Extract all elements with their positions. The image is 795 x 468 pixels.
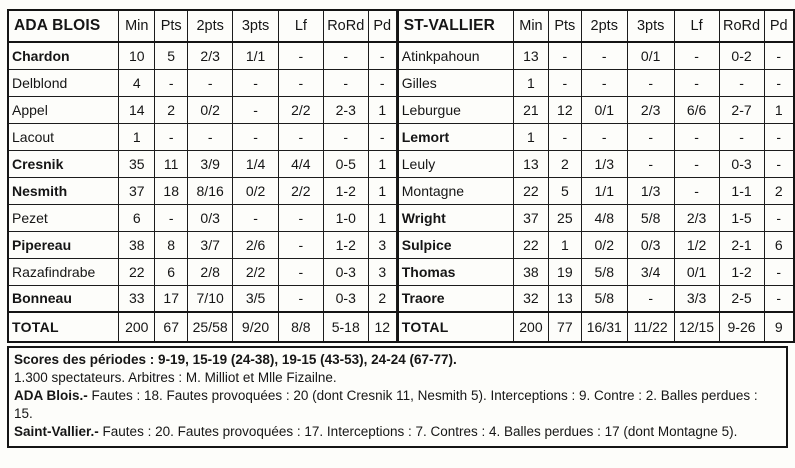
col-header-min: Min	[119, 10, 155, 42]
col-header-lf: Lf	[674, 10, 719, 42]
stat-2pts: 0/3	[188, 204, 233, 231]
stat-3pts: -	[233, 204, 279, 231]
stat-2pts: 0/2	[581, 231, 627, 258]
stat-pts: 2	[548, 150, 581, 177]
stat-2pts: 5/8	[581, 258, 627, 285]
stat-pd: 6	[764, 231, 794, 258]
stat-rord: 1-5	[719, 204, 764, 231]
table-row	[398, 42, 794, 69]
stat-2pts: 0/1	[581, 96, 627, 123]
stat-lf: -	[278, 123, 323, 150]
stat-pts: -	[548, 69, 581, 96]
player-name: Pipereau	[8, 231, 119, 258]
stat-lf: 1/2	[674, 231, 719, 258]
stat-3pts: -	[233, 123, 279, 150]
footer-line	[14, 387, 778, 423]
stat-pd: 1	[764, 96, 794, 123]
stat-lf: 4/4	[278, 150, 323, 177]
table-row	[8, 231, 396, 258]
stat-lf: -	[278, 42, 323, 69]
stat-pts: 8	[155, 231, 188, 258]
stat-min: 6	[119, 204, 155, 231]
stat-min: 14	[119, 96, 155, 123]
stat-pd: 1	[368, 204, 396, 231]
stat-pd: -	[764, 69, 794, 96]
player-name: Nesmith	[8, 177, 119, 204]
stat-3pts: 1/3	[627, 177, 674, 204]
footer-line-prefix: Scores des périodes : 9-19, 15-19 (24-38), 19-15 (43-53), 24-24 (67-77).	[14, 352, 457, 367]
stat-pd: -	[368, 42, 396, 69]
stat-rord: -	[323, 123, 368, 150]
table-row	[8, 123, 396, 150]
player-name: Pezet	[8, 204, 119, 231]
stat-3pts: 0/1	[627, 42, 674, 69]
stat-pts: 11	[155, 150, 188, 177]
ada-blois-table	[7, 9, 397, 343]
player-name: Lacout	[8, 123, 119, 150]
stat-pd: -	[764, 150, 794, 177]
stat-min: 21	[513, 96, 548, 123]
footer-line-prefix: ADA Blois.-	[14, 388, 88, 403]
player-name: Wright	[398, 204, 514, 231]
team-name-st-vallier: ST-VALLIER	[398, 10, 514, 42]
st-vallier-table	[397, 9, 795, 343]
stat-2pts: 3/9	[188, 150, 233, 177]
stat-pd: -	[368, 123, 396, 150]
table-header-row	[398, 10, 794, 42]
player-name: Razafindrabe	[8, 258, 119, 285]
stat-pd: -	[764, 204, 794, 231]
stat-rord: 0-3	[323, 285, 368, 312]
stat-pts: -	[548, 42, 581, 69]
player-name: Lemort	[398, 123, 514, 150]
stat-rord: -	[719, 123, 764, 150]
stat-pts: -	[155, 69, 188, 96]
table-row	[8, 204, 396, 231]
footer-line-text: Fautes : 20. Fautes provoquées : 17. Interceptions : 7. Contres : 4. Balles perdues : 17 (dont Montagne 5).	[98, 424, 738, 439]
stat-3pts: -	[233, 96, 279, 123]
stat-lf: -	[278, 285, 323, 312]
stat-rord: -	[323, 69, 368, 96]
table-row	[8, 312, 396, 342]
stat-2pts: 16/31	[581, 312, 627, 342]
stat-rord: 1-2	[323, 231, 368, 258]
table-row	[398, 69, 794, 96]
footer-line	[14, 369, 778, 387]
table-row	[398, 231, 794, 258]
stat-pts: 13	[548, 285, 581, 312]
stat-2pts: 5/8	[581, 285, 627, 312]
stat-lf: -	[674, 42, 719, 69]
stat-min: 200	[513, 312, 548, 342]
table-header-row	[8, 10, 396, 42]
stat-3pts: 3/4	[627, 258, 674, 285]
table-row	[398, 204, 794, 231]
table-row	[8, 177, 396, 204]
player-name: Leburgue	[398, 96, 514, 123]
footer-line	[14, 351, 778, 369]
stat-min: 13	[513, 42, 548, 69]
stat-min: 38	[513, 258, 548, 285]
stat-pts: 25	[548, 204, 581, 231]
col-header-rord: RoRd	[719, 10, 764, 42]
stat-pd: -	[368, 69, 396, 96]
stat-3pts: 1/1	[233, 42, 279, 69]
stat-min: 10	[119, 42, 155, 69]
stat-pts: 12	[548, 96, 581, 123]
stat-lf: -	[278, 231, 323, 258]
stat-min: 13	[513, 150, 548, 177]
stat-lf: 8/8	[278, 312, 323, 342]
player-name: Chardon	[8, 42, 119, 69]
stat-min: 32	[513, 285, 548, 312]
stat-rord: 9-26	[719, 312, 764, 342]
col-header-3pts: 3pts	[233, 10, 279, 42]
stat-3pts: 5/8	[627, 204, 674, 231]
box-score-tables	[7, 9, 795, 343]
footer-line-text: Fautes : 18. Fautes provoquées : 20 (dont Cresnik 11, Nesmith 5). Interceptions : 9. Contre : 2. Balles perdues : 15.	[14, 388, 758, 421]
stat-pts: -	[155, 204, 188, 231]
stat-3pts: 2/6	[233, 231, 279, 258]
stat-3pts: -	[627, 285, 674, 312]
col-header-lf: Lf	[278, 10, 323, 42]
col-header-pts: Pts	[155, 10, 188, 42]
table-row	[398, 123, 794, 150]
stat-3pts: 9/20	[233, 312, 279, 342]
stat-lf: -	[674, 123, 719, 150]
stat-lf: -	[278, 204, 323, 231]
stat-rord: 1-0	[323, 204, 368, 231]
stat-2pts: 2/3	[188, 42, 233, 69]
table-row	[398, 312, 794, 342]
stat-pts: 5	[155, 42, 188, 69]
stat-lf: 0/1	[674, 258, 719, 285]
stat-rord: 2-3	[323, 96, 368, 123]
stat-pd: 3	[368, 258, 396, 285]
stat-min: 200	[119, 312, 155, 342]
col-header-pd: Pd	[368, 10, 396, 42]
stat-3pts: 0/3	[627, 231, 674, 258]
stat-pts: 18	[155, 177, 188, 204]
stat-2pts: 2/8	[188, 258, 233, 285]
stat-lf: -	[674, 69, 719, 96]
stat-pd: -	[764, 285, 794, 312]
stat-lf: 3/3	[674, 285, 719, 312]
col-header-2pts: 2pts	[581, 10, 627, 42]
stat-2pts: 3/7	[188, 231, 233, 258]
stat-2pts: 1/1	[581, 177, 627, 204]
table-row	[8, 42, 396, 69]
stat-2pts: 4/8	[581, 204, 627, 231]
stat-rord: -	[323, 42, 368, 69]
stat-2pts: 8/16	[188, 177, 233, 204]
stat-lf: 2/2	[278, 96, 323, 123]
stat-min: 33	[119, 285, 155, 312]
stat-rord: 2-1	[719, 231, 764, 258]
table-row	[398, 285, 794, 312]
stat-rord: 1-2	[323, 177, 368, 204]
stat-min: 1	[513, 123, 548, 150]
stat-lf: 6/6	[674, 96, 719, 123]
player-name: Montagne	[398, 177, 514, 204]
player-name: Traore	[398, 285, 514, 312]
player-name: Thomas	[398, 258, 514, 285]
stat-2pts: -	[581, 69, 627, 96]
match-notes	[7, 346, 788, 448]
stat-3pts: -	[627, 150, 674, 177]
table-row	[8, 69, 396, 96]
col-header-3pts: 3pts	[627, 10, 674, 42]
stat-min: 4	[119, 69, 155, 96]
stat-pts: -	[155, 123, 188, 150]
stat-3pts: -	[233, 69, 279, 96]
stat-2pts: -	[188, 69, 233, 96]
stat-min: 37	[513, 204, 548, 231]
stat-min: 1	[119, 123, 155, 150]
stat-lf: -	[674, 150, 719, 177]
stat-lf: 2/3	[674, 204, 719, 231]
stat-min: 38	[119, 231, 155, 258]
player-name: TOTAL	[8, 312, 119, 342]
stat-pd: 12	[368, 312, 396, 342]
player-name: Cresnik	[8, 150, 119, 177]
stat-3pts: 2/3	[627, 96, 674, 123]
stat-lf: -	[674, 177, 719, 204]
col-header-2pts: 2pts	[188, 10, 233, 42]
stat-rord: 0-3	[719, 150, 764, 177]
stat-pd: 1	[368, 96, 396, 123]
stat-rord: 2-5	[719, 285, 764, 312]
stat-rord: 0-3	[323, 258, 368, 285]
stat-pts: 77	[548, 312, 581, 342]
stat-lf: -	[278, 258, 323, 285]
stat-pts: 67	[155, 312, 188, 342]
player-name: Delblond	[8, 69, 119, 96]
stat-lf: 12/15	[674, 312, 719, 342]
stat-rord: 1-1	[719, 177, 764, 204]
team-name-ada-blois: ADA BLOIS	[8, 10, 119, 42]
stat-3pts: -	[627, 69, 674, 96]
stat-2pts: 7/10	[188, 285, 233, 312]
stat-3pts: 11/22	[627, 312, 674, 342]
col-header-min: Min	[513, 10, 548, 42]
stat-pd: 2	[764, 177, 794, 204]
stat-2pts: 25/58	[188, 312, 233, 342]
table-row	[8, 150, 396, 177]
player-name: Leuly	[398, 150, 514, 177]
stat-rord: 0-5	[323, 150, 368, 177]
stat-2pts: -	[581, 42, 627, 69]
table-row	[8, 96, 396, 123]
col-header-pd: Pd	[764, 10, 794, 42]
stat-pts: 19	[548, 258, 581, 285]
stat-3pts: 2/2	[233, 258, 279, 285]
stat-2pts: -	[188, 123, 233, 150]
table-row	[398, 96, 794, 123]
stat-min: 35	[119, 150, 155, 177]
table-row	[398, 258, 794, 285]
stat-min: 22	[513, 177, 548, 204]
footer-line	[14, 423, 778, 441]
table-row	[398, 150, 794, 177]
player-name: TOTAL	[398, 312, 514, 342]
stat-pd: -	[764, 42, 794, 69]
stat-rord: 5-18	[323, 312, 368, 342]
stat-2pts: -	[581, 123, 627, 150]
stat-pd: -	[764, 258, 794, 285]
stat-pts: -	[548, 123, 581, 150]
stat-pd: 1	[368, 177, 396, 204]
stat-pts: 1	[548, 231, 581, 258]
stat-pd: 3	[368, 231, 396, 258]
stat-2pts: 1/3	[581, 150, 627, 177]
stat-lf: 2/2	[278, 177, 323, 204]
stat-pd: 1	[368, 150, 396, 177]
stat-3pts: 0/2	[233, 177, 279, 204]
stat-pd: -	[764, 123, 794, 150]
table-row	[398, 177, 794, 204]
stat-min: 1	[513, 69, 548, 96]
table-row	[8, 285, 396, 312]
stat-3pts: 1/4	[233, 150, 279, 177]
stat-min: 37	[119, 177, 155, 204]
stat-pts: 2	[155, 96, 188, 123]
stat-min: 22	[513, 231, 548, 258]
stat-pts: 6	[155, 258, 188, 285]
stat-pd: 9	[764, 312, 794, 342]
stat-lf: -	[278, 69, 323, 96]
player-name: Bonneau	[8, 285, 119, 312]
stat-rord: 0-2	[719, 42, 764, 69]
stat-rord: 1-2	[719, 258, 764, 285]
stat-3pts: 3/5	[233, 285, 279, 312]
col-header-rord: RoRd	[323, 10, 368, 42]
stat-pts: 5	[548, 177, 581, 204]
stat-rord: 2-7	[719, 96, 764, 123]
player-name: Appel	[8, 96, 119, 123]
stat-3pts: -	[627, 123, 674, 150]
footer-line-prefix: Saint-Vallier.-	[14, 424, 99, 439]
stat-pd: 2	[368, 285, 396, 312]
stat-2pts: 0/2	[188, 96, 233, 123]
footer-line-text: 1.300 spectateurs. Arbitres : M. Milliot et Mlle Fizailne.	[14, 370, 337, 385]
player-name: Atinkpahoun	[398, 42, 514, 69]
player-name: Gilles	[398, 69, 514, 96]
table-row	[8, 258, 396, 285]
stat-min: 22	[119, 258, 155, 285]
player-name: Sulpice	[398, 231, 514, 258]
stat-rord: -	[719, 69, 764, 96]
stat-pts: 17	[155, 285, 188, 312]
col-header-pts: Pts	[548, 10, 581, 42]
